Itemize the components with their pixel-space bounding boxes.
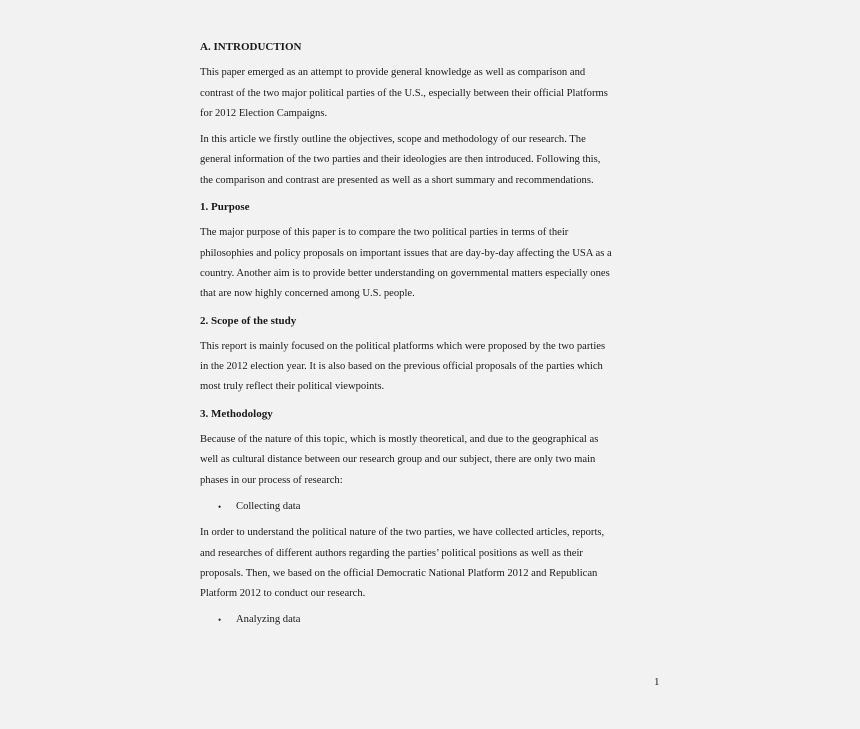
text-line: The major purpose of this paper is to compare the two political parties in terms of their (200, 227, 569, 239)
text-line: general information of the two parties and their ideologies are then introduced. Following this, (200, 154, 601, 166)
text-line: country. Another aim is to provide better understanding on governmental matters especially ones (200, 267, 610, 279)
bullet-label: Analyzing data (236, 614, 301, 626)
bullet-label: Collecting data (236, 500, 301, 512)
section-heading-introduction: A. INTRODUCTION (200, 41, 302, 53)
text-line: most truly reflect their political viewpoints. (200, 381, 385, 393)
paragraph-intro-1 (200, 63, 670, 124)
text-line: In this article we firstly outline the objectives, scope and methodology of our research. The (200, 134, 586, 146)
text-line: and researches of different authors regarding the parties’ political positions as well as their (200, 547, 583, 559)
paragraph-purpose (200, 223, 670, 304)
text-line: in the 2012 election year. It is also based on the previous official proposals of the parties which (200, 361, 603, 373)
text-line: contrast of the two major political parties of the U.S., especially between their official Platforms (200, 87, 608, 99)
text-line: This paper emerged as an attempt to provide general knowledge as well as comparison and (200, 67, 586, 79)
text-line: philosophies and policy proposals on important issues that are day-by-day affecting the USA as a (200, 247, 612, 259)
section-heading-scope: 2. Scope of the study (200, 314, 297, 327)
paragraph-intro-2 (200, 130, 670, 191)
text-line: well as cultural distance between our research group and our subject, there are only two main (200, 454, 596, 466)
text-line: the comparison and contrast are presented as well as a short summary and recommendations. (200, 174, 594, 186)
text-line: Because of the nature of this topic, which is mostly theoretical, and due to the geographical as (200, 434, 599, 446)
text-line: that are now highly concerned among U.S. people. (200, 288, 415, 300)
text-line: Platform 2012 to conduct our research. (200, 588, 366, 600)
bullet-icon: • (218, 615, 222, 626)
paragraph-methodology (200, 430, 670, 491)
text-line: This report is mainly focused on the political platforms which were proposed by the two parties (200, 340, 606, 352)
text-line: In order to understand the political nature of the two parties, we have collected articles, reports, (200, 527, 605, 539)
document-body (200, 37, 670, 637)
bullet-icon: • (218, 501, 222, 512)
section-heading-purpose: 1. Purpose (200, 201, 250, 214)
text-line: proposals. Then, we based on the official Democratic National Platform 2012 and Republican (200, 567, 598, 579)
text-line: phases in our process of research: (200, 474, 343, 486)
paragraph-scope (200, 337, 670, 398)
page-number: 1 (654, 676, 660, 688)
bullet-item-analyzing-data (218, 610, 670, 630)
text-line: for 2012 Election Campaigns. (200, 107, 328, 119)
section-heading-methodology: 3. Methodology (200, 407, 273, 420)
paragraph-collecting (200, 523, 670, 604)
bullet-item-collecting-data (218, 497, 670, 517)
